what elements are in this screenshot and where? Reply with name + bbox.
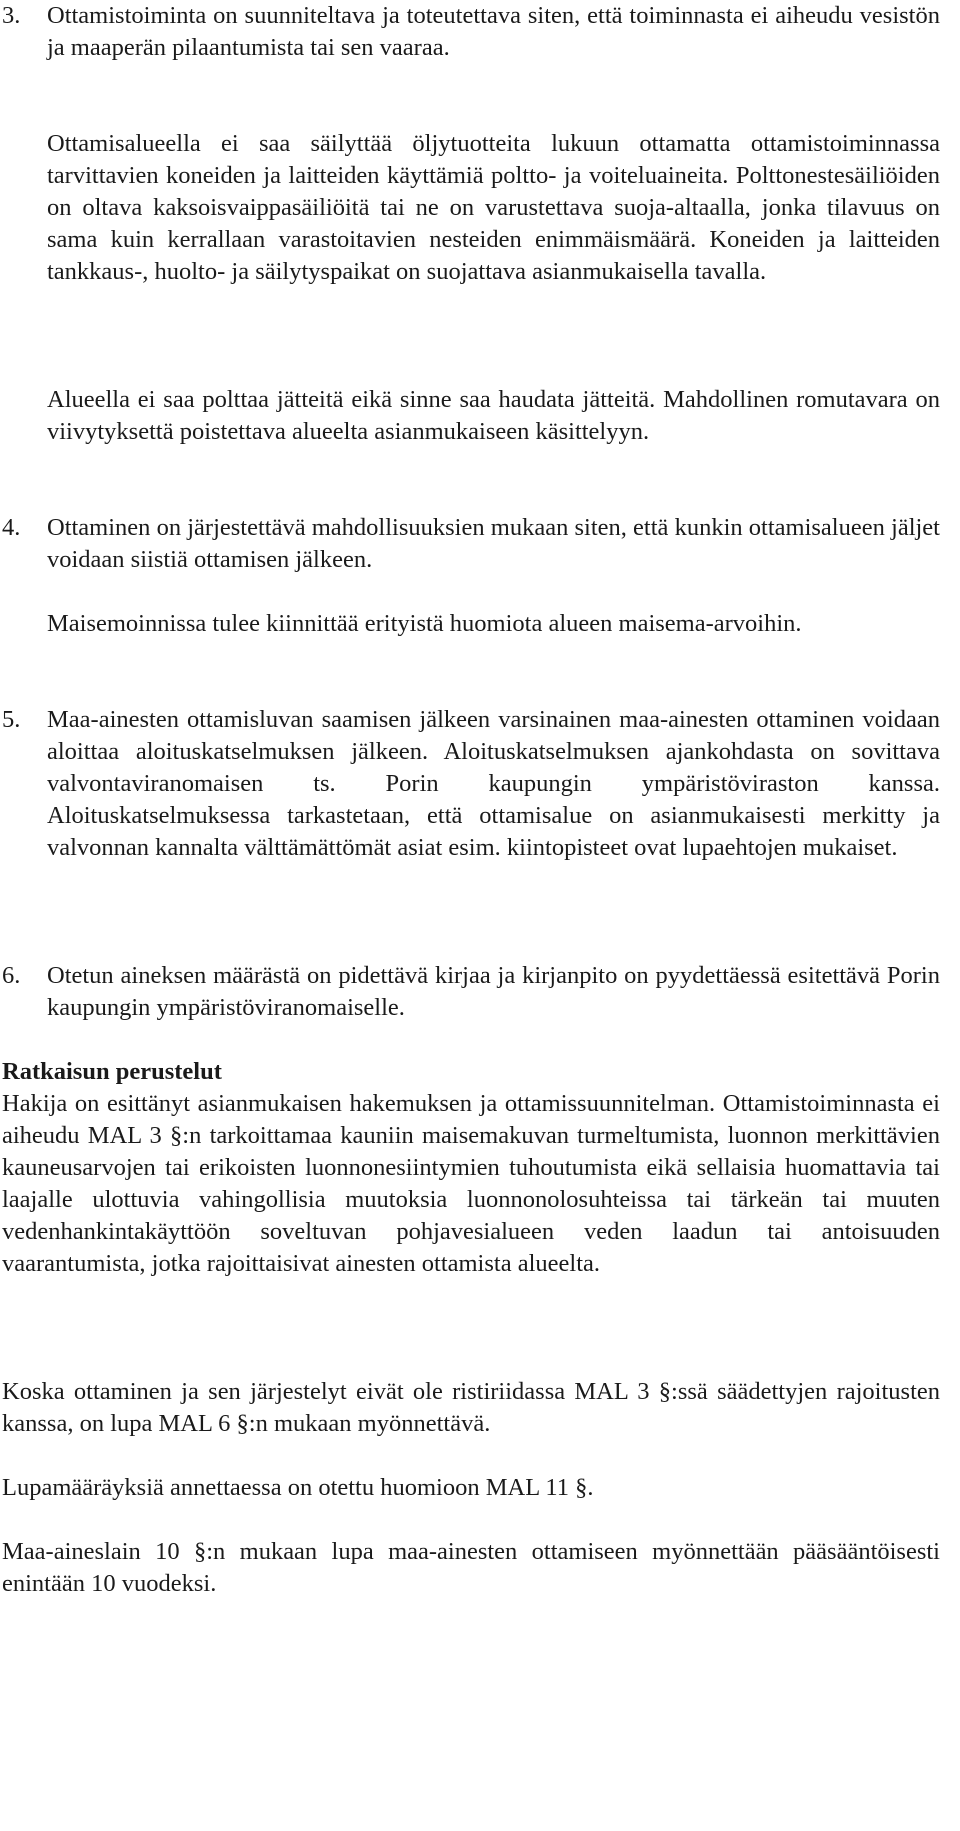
item-3-paragraph-3: Alueella ei saa polttaa jätteitä eikä sinne saa haudata jätteitä. Mahdollinen romutavara on viivytyksettä poistettava alueelta asianmukaiseen käsittelyyn. — [47, 386, 940, 445]
item-text: Maa-ainesten ottamisluvan saamisen jälkeen varsinainen maa-ainesten ottaminen voidaan aloittaa aloituskatselmuksen jälkeen. Aloituskatselmuksen ajankohdasta on sovittava valvontaviranomaisen ts. Porin kaupungin ympäristöviraston kanssa. Aloituskatselmuksessa tarkastetaan, että ottamisalue on asianmukaisesti merkitty ja valvonnan kannalta välttämättömät asiat esim. kiintopisteet ovat lupaehtojen mukaiset. — [47, 706, 940, 861]
item-number: 5. — [2, 706, 21, 733]
item-4 — [2, 512, 940, 576]
rationale-heading: Ratkaisun perustelut — [2, 1058, 222, 1085]
item-text: Ottaminen on järjestettävä mahdollisuuksien mukaan siten, että kunkin ottamisalueen jäljet voidaan siistiä ottamisen jälkeen. — [47, 514, 940, 573]
item-number: 3. — [2, 2, 21, 29]
item-text: Otetun aineksen määrästä on pidettävä kirjaa ja kirjanpito on pyydettäessä esitettävä Porin kaupungin ympäristöviranomaiselle. — [47, 962, 940, 1021]
item-3-paragraph-2: Ottamisalueella ei saa säilyttää öljytuotteita lukuun ottamatta ottamistoiminnassa tarvittavien koneiden ja laitteiden käyttämiä poltto- ja voiteluaineita. Polttonestesäiliöiden on oltava kaksoisvaippasäiliöitä tai ne on varustettava suoja-altaalla, jonka tilavuus on sama kuin kerrallaan varastoitavien nesteiden enimmäismäärä. Koneiden ja laitteiden tankkaus-, huolto- ja säilytyspaikat on suojattava asianmukaisella tavalla. — [47, 130, 940, 285]
rationale-paragraph-2: Koska ottaminen ja sen järjestelyt eivät ole ristiriidassa MAL 3 §:ssä säädettyjen rajoitusten kanssa, on lupa MAL 6 §:n mukaan myönnettävä. — [2, 1378, 940, 1437]
item-5 — [2, 704, 940, 864]
item-number: 6. — [2, 962, 21, 989]
item-text: Ottamistoiminta on suunniteltava ja toteutettava siten, että toiminnasta ei aiheudu vesistön ja maaperän pilaantumista tai sen vaaraa. — [47, 2, 940, 61]
rationale-paragraph-4: Maa-aineslain 10 §:n mukaan lupa maa-ainesten ottamiseen myönnettään pääsääntöisesti enintään 10 vuodeksi. — [2, 1538, 940, 1597]
item-4-paragraph-2: Maisemoinnissa tulee kiinnittää erityistä huomiota alueen maisema-arvoihin. — [47, 610, 802, 637]
item-number: 4. — [2, 514, 21, 541]
item-6 — [2, 960, 940, 1024]
rationale-paragraph-1: Hakija on esittänyt asianmukaisen hakemuksen ja ottamissuunnitelman. Ottamistoiminnasta ei aiheudu MAL 3 §:n tarkoittamaa kauniin maisemakuvan turmeltumista, luonnon merkittävien kauneusarvojen tai erikoisten luonnonesiintymien tuhoutumista eikä sellaisia huomattavia tai laajalle ulottuvia vahingollisia muutoksia luonnonolosuhteissa tai tärkeän tai muuten vedenhankintakäyttöön soveltuvan pohjavesialueen veden laadun tai antoisuuden vaarantumista, jotka rajoittaisivat ainesten ottamista alueelta. — [2, 1090, 940, 1277]
item-3 — [2, 0, 940, 64]
rationale-paragraph-3: Lupamääräyksiä annettaessa on otettu huomioon MAL 11 §. — [2, 1474, 594, 1501]
